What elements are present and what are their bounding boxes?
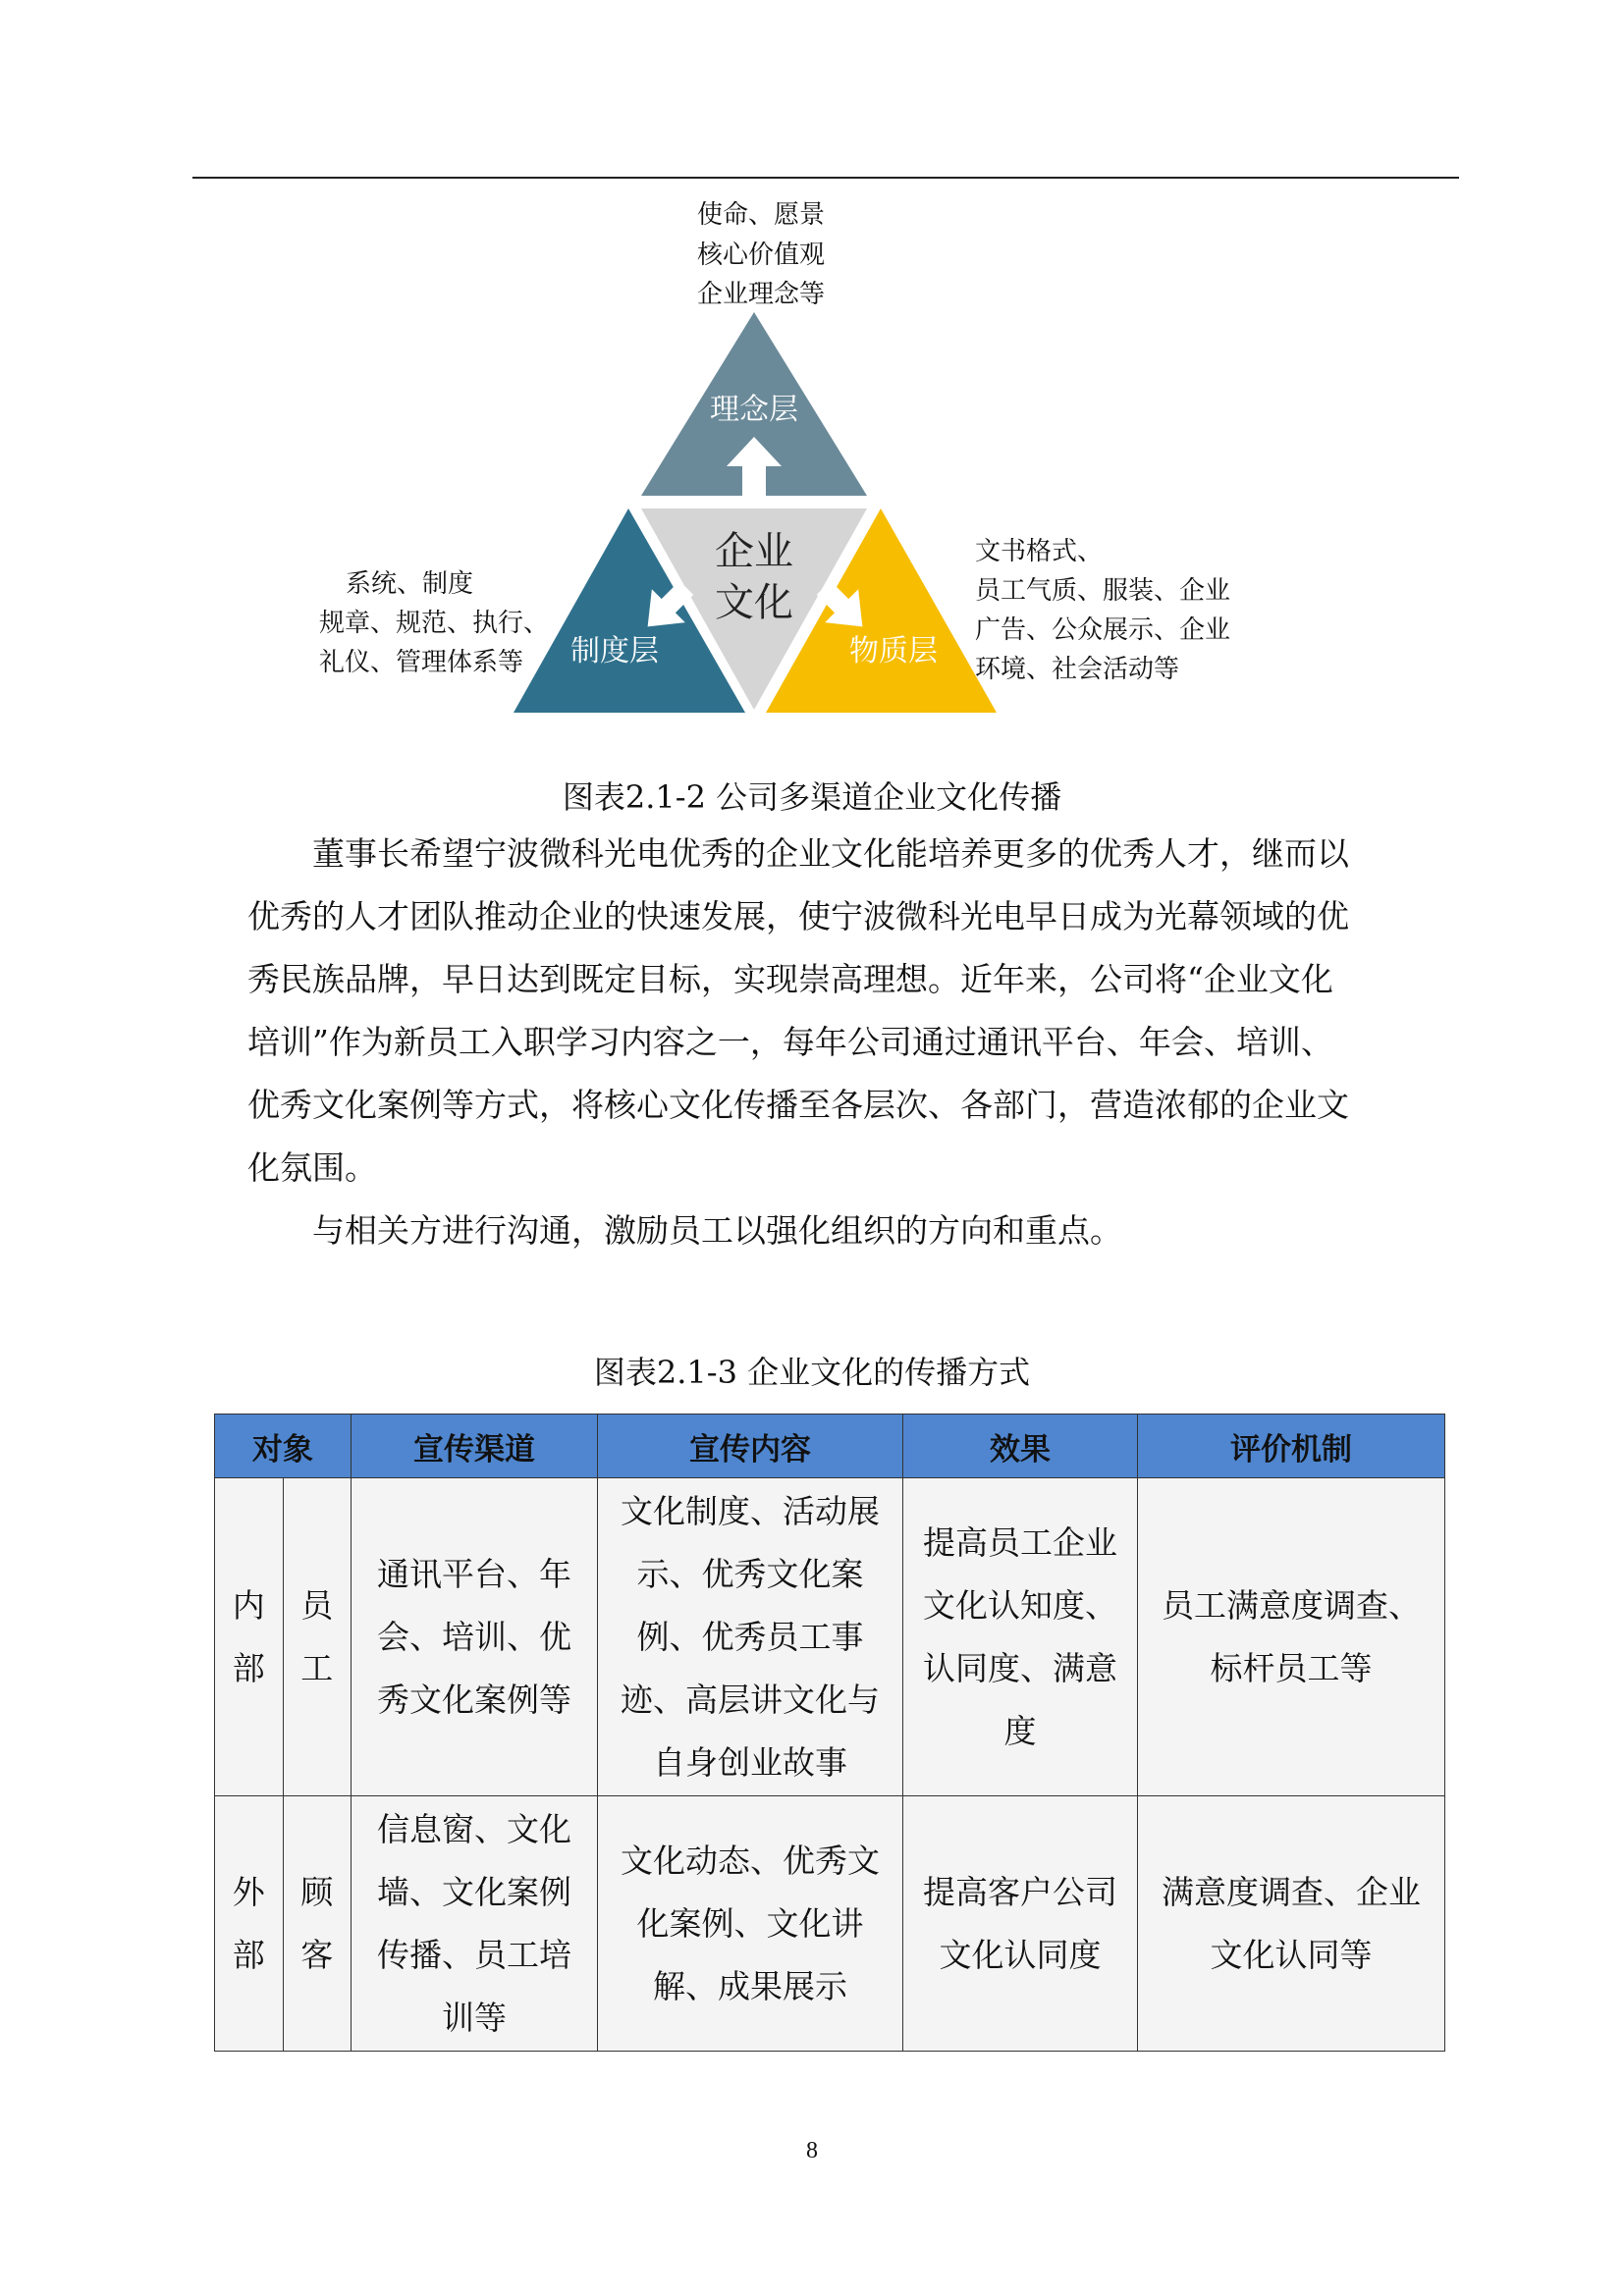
right-layer-label: 物质层 bbox=[849, 634, 938, 668]
header-object: 对象 bbox=[215, 1415, 352, 1478]
content-cell: 文化动态、优秀文 化案例、文化讲 解、成果展示 bbox=[598, 1796, 903, 2052]
paragraph-1-line: 优秀文化案例等方式，将核心文化传播至各层次、各部门，营造浓郁的企业文 bbox=[247, 1086, 1349, 1124]
header-rule bbox=[192, 177, 1459, 179]
channel-cell: 信息窗、文化 墙、文化案例 传播、员工培 训等 bbox=[352, 1796, 598, 2052]
object-cell: 员 工 bbox=[283, 1478, 352, 1796]
evaluation-cell: 员工满意度调查、 标杆员工等 bbox=[1138, 1478, 1445, 1796]
top-layer-label: 理念层 bbox=[710, 393, 798, 427]
right-note-2: 广告、公众展示、企业 bbox=[975, 615, 1231, 645]
paragraph-1-line: 化氛围。 bbox=[247, 1148, 377, 1187]
group-cell: 外 部 bbox=[215, 1796, 284, 2052]
header-content: 宣传内容 bbox=[598, 1415, 903, 1478]
paragraph-1-line: 秀民族品牌，早日达到既定目标，实现崇高理想。近年来，公司将“企业文化 bbox=[247, 960, 1333, 998]
culture-spread-table bbox=[214, 1414, 1445, 2052]
paragraph-1-line: 培训”作为新员工入职学习内容之一，每年公司通过通讯平台、年会、培训、 bbox=[247, 1023, 1333, 1061]
header-effect: 效果 bbox=[903, 1415, 1138, 1478]
header-evaluation: 评价机制 bbox=[1138, 1415, 1445, 1478]
left-note-0: 系统、制度 bbox=[346, 569, 474, 599]
evaluation-cell: 满意度调查、企业 文化认同等 bbox=[1138, 1796, 1445, 2052]
top-note-2: 企业理念等 bbox=[697, 280, 826, 309]
culture-layers-diagram bbox=[295, 191, 1276, 736]
left-note-2: 礼仪、管理体系等 bbox=[319, 648, 524, 677]
content-cell: 文化制度、活动展 示、优秀文化案 例、优秀员工事 迹、高层讲文化与 自身创业故事 bbox=[598, 1478, 903, 1796]
table-row bbox=[215, 1796, 1445, 2052]
top-note-0: 使命、愿景 bbox=[697, 200, 826, 230]
table-header-row bbox=[215, 1415, 1445, 1478]
figure-caption-1: 图表2.1-2 公司多渠道企业文化传播 bbox=[562, 778, 1062, 816]
table-caption: 图表2.1-3 企业文化的传播方式 bbox=[593, 1354, 1031, 1391]
object-cell: 顾 客 bbox=[283, 1796, 352, 2052]
header-channel: 宣传渠道 bbox=[352, 1415, 598, 1478]
paragraph-1-line: 董事长希望宁波微科光电优秀的企业文化能培养更多的优秀人才，继而以 bbox=[312, 834, 1349, 873]
paragraph-2-line: 与相关方进行沟通，激励员工以强化组织的方向和重点。 bbox=[312, 1211, 1122, 1250]
effect-cell: 提高客户公司 文化认同度 bbox=[903, 1796, 1138, 2052]
top-note-1: 核心价值观 bbox=[697, 240, 826, 270]
paragraph-2 bbox=[247, 1200, 1386, 1262]
page-number: 8 bbox=[806, 2138, 818, 2163]
table-row bbox=[215, 1478, 1445, 1796]
center-label-0: 企业 bbox=[715, 529, 793, 574]
channel-cell: 通讯平台、年 会、培训、优 秀文化案例等 bbox=[352, 1478, 598, 1796]
paragraph-1-line: 优秀的人才团队推动企业的快速发展，使宁波微科光电早日成为光幕领域的优 bbox=[247, 897, 1349, 935]
left-note-1: 规章、规范、执行、 bbox=[319, 609, 550, 638]
left-layer-label: 制度层 bbox=[570, 634, 659, 668]
right-note-1: 员工气质、服装、企业 bbox=[975, 576, 1231, 606]
effect-cell: 提高员工企业 文化认知度、 认同度、满意 度 bbox=[903, 1478, 1138, 1796]
center-label-1: 文化 bbox=[715, 580, 793, 625]
right-note-0: 文书格式、 bbox=[975, 537, 1104, 566]
right-note-3: 环境、社会活动等 bbox=[975, 655, 1180, 684]
paragraph-1 bbox=[247, 823, 1386, 1200]
group-cell: 内 部 bbox=[215, 1478, 284, 1796]
